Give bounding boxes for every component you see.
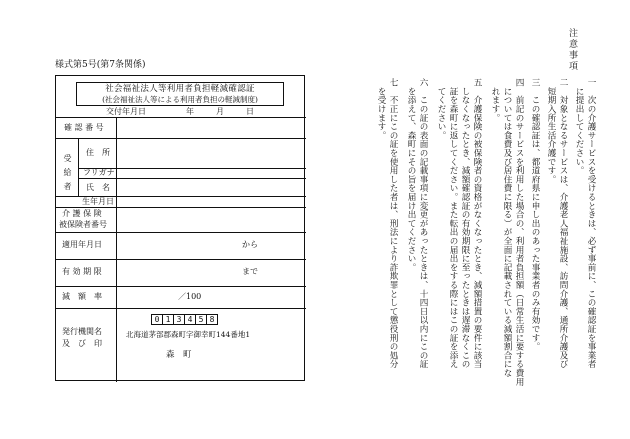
note-column: を添えて、森町にその旨を届け出てください。 [406,78,416,272]
note-column: 短期入所生活介護です。 [546,78,556,184]
note-column: 三 この確認証は、都道府県に申し出のあった事業者のみ有効です。 [530,78,540,351]
issue-day-label: 日 [246,107,254,116]
note-column: てください。 [436,78,446,140]
birth-date-label: 生年月日 [82,197,114,206]
issuer-label-1: 発行機関名 [62,327,102,336]
notes-title: 注意事項 [567,28,577,72]
note-column: 六 この証の表面の記載事項に変更があったときは、十四日以内にこの証 [418,78,428,369]
note-column: 七 不正にこの証を使用した者は、刑法により詐欺罪として懲役刑の処分 [388,78,398,369]
issue-month-label: 月 [216,107,224,116]
code-digit: 1 [162,314,174,325]
reduction-rate-label: 減 額 率 [62,292,102,301]
recipient-label: 受給者 [63,154,72,196]
apply-date-label: 適用年月日 [62,240,102,249]
insured-label-1: 介 護 保 険 [62,209,102,218]
code-digit: 3 [173,314,185,325]
note-column: については食費及び居住費に限る）が全面に記載されている減額割合にな [502,78,512,378]
code-digit: 4 [184,314,196,325]
code-digit: 8 [206,314,218,325]
code-digit: 0 [151,314,163,325]
note-column: 証を森町に返してください。また転出の届出をする際にはこの証を添え [448,78,458,369]
rate-denominator: ／100 [178,292,202,301]
note-column: 五 介護保険の被保険者の資格がなくなったとき、減額措置の要件に該当 [472,78,482,369]
insured-label-2: 被保険者番号 [59,220,107,229]
note-column: を受けます。 [376,78,386,140]
confirmation-card [55,75,305,381]
note-column: 二 対象となるサービスは、介護老人福祉施設、訪問介護、通所介護及び [558,78,568,369]
card-subtitle: (社会福祉法人等による利用者負担の軽減制度) [102,95,258,104]
card-title-box [76,82,284,106]
code-digit: 5 [195,314,207,325]
note-column: しなくなったとき、減額確認証の有効期限に至ったときは遅滞なくこの [460,78,470,369]
name-label: 氏 名 [86,183,110,192]
card-title: 社会福祉法人等利用者負担軽減確認証 [105,84,255,94]
note-column: 四 前記のサービスを利用した場合の、利用者負担額（日常生活に要する費用 [514,78,524,386]
note-column: に提出してください。 [574,78,584,175]
valid-period-label: 有 効 期 限 [62,267,102,276]
issue-year-label: 年 [186,107,194,116]
form-number-label: 様式第5号(第7条関係) [55,60,146,70]
from-text: から [242,240,258,249]
note-column: れます。 [490,78,500,122]
until-text: まで [242,267,258,276]
confirm-no-label: 確 認 番 号 [64,123,104,132]
issuer-address: 北海道茅部郡森町字御幸町144番地1 [126,330,251,339]
furigana-label: フリガナ [83,168,115,177]
note-column: 一 次の介護サービスを受けるときは、必ず事前に、この確認証を事業者 [586,78,596,369]
address-label: 住 所 [86,148,110,157]
issue-date-label: 交付年月日 [106,107,146,116]
issuer-label-2: 及 び 印 [62,339,102,348]
notes-body [345,78,600,386]
issuer-name: 森 町 [166,350,192,360]
